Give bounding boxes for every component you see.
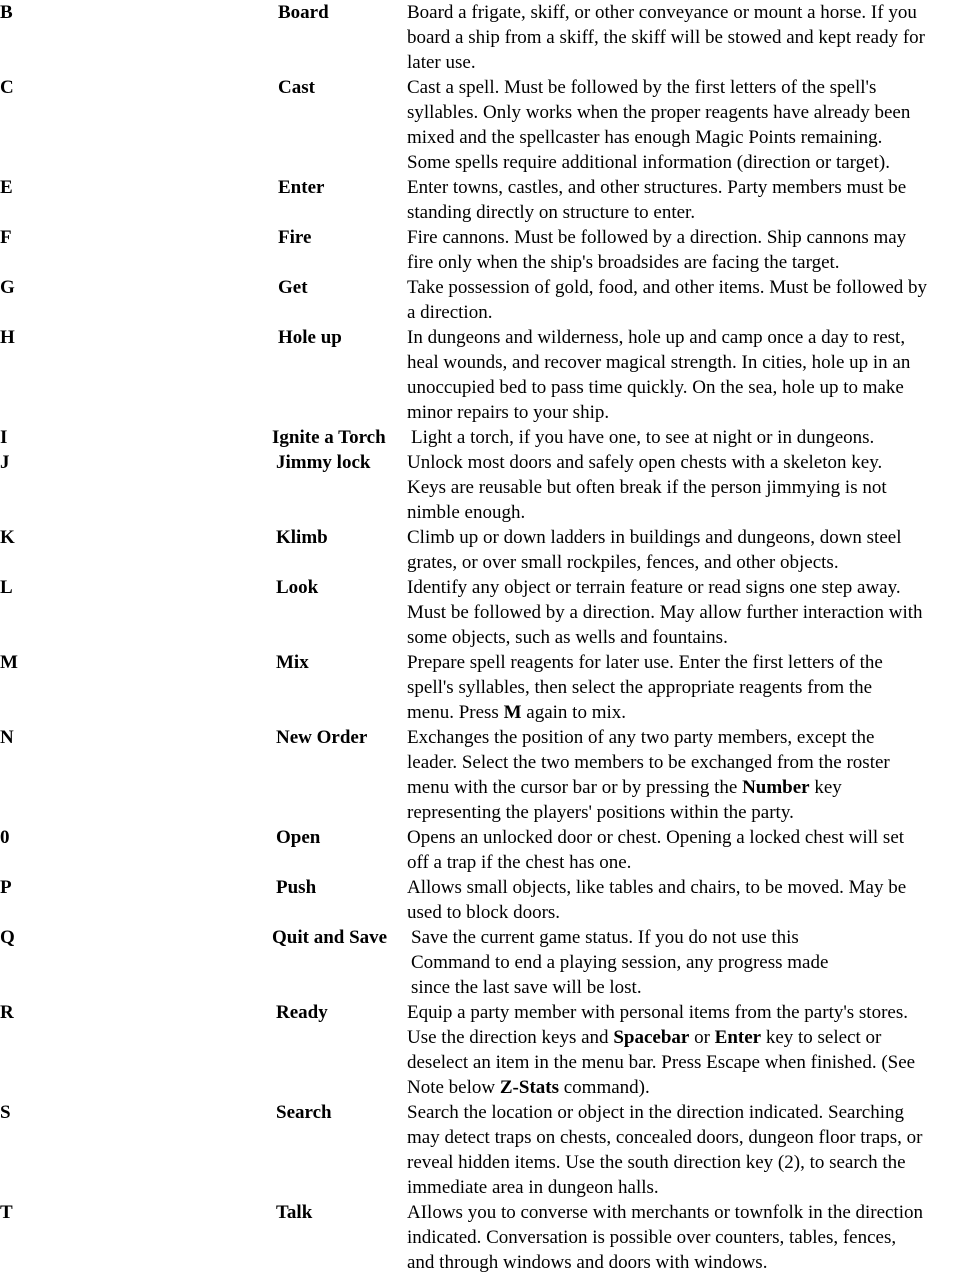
- command-description: [407, 0, 978, 75]
- command-name: New Order: [276, 727, 368, 748]
- command-key: S: [0, 1102, 11, 1123]
- command-key: H: [0, 327, 15, 348]
- command-row-i: [0, 425, 978, 450]
- description-text: Allows small objects, like tables and chairs, to be moved. May be used to block doors.: [407, 877, 907, 923]
- command-key: F: [0, 227, 12, 248]
- command-name: Search: [276, 1102, 332, 1123]
- description-text: Prepare spell reagents for later use. Enter the first letters of the spell's syllables, then select the appropriate reagents from the menu. Press: [407, 652, 883, 723]
- command-row-s: [0, 1100, 978, 1200]
- command-description: [407, 75, 978, 175]
- description-text: Opens an unlocked door or chest. Opening a locked chest will set off a trap if the chest has one.: [407, 827, 905, 873]
- command-key: T: [0, 1202, 13, 1223]
- command-row-g: [0, 275, 978, 325]
- command-row-q: [0, 925, 978, 1000]
- command-key: 0: [0, 827, 10, 848]
- description-text: Exchanges the position of any two party members, except the leader. Select the two members to be exchanged from the roster menu with the cursor bar or by pressing the: [407, 727, 890, 798]
- command-key: B: [0, 2, 13, 23]
- command-key: P: [0, 877, 12, 898]
- command-name: Klimb: [276, 527, 328, 548]
- command-key: K: [0, 527, 15, 548]
- command-name: Hole up: [278, 327, 342, 348]
- emphasis-text: Spacebar: [613, 1027, 690, 1048]
- command-row-c: [0, 75, 978, 175]
- command-description: [407, 175, 978, 225]
- command-row-j: [0, 450, 978, 525]
- command-row-0: [0, 825, 978, 875]
- command-description: [407, 450, 978, 525]
- command-description: [407, 325, 978, 425]
- command-name: Cast: [278, 77, 315, 98]
- description-text: Climb up or down ladders in buildings and dungeons, down steel grates, or over small rockpiles, fences, and other objects.: [407, 527, 902, 573]
- command-row-l: [0, 575, 978, 650]
- command-key: M: [0, 652, 18, 673]
- description-text: In dungeons and wilderness, hole up and camp once a day to rest, heal wounds, and recover magical strength. In cities, hole up in an unoccupied bed to pass time quickly. On the sea, hole up to make minor repairs to your ship.: [407, 327, 911, 423]
- command-name: Fire: [278, 227, 312, 248]
- command-name: Ready: [276, 1002, 328, 1023]
- command-row-k: [0, 525, 978, 575]
- description-text: key representing the players' positions within the party.: [407, 777, 842, 823]
- command-description: [407, 225, 978, 275]
- command-description: [407, 525, 978, 575]
- command-description: [407, 650, 978, 725]
- description-text: Cast a spell. Must be followed by the first letters of the spell's syllables. Only works when the proper reagents have already been mixed and the spellcaster has enough Magic Points remaining. Some spells require additional information (direction or target).: [407, 77, 911, 173]
- command-key: E: [0, 177, 13, 198]
- description-text: AIlows you to converse with merchants or townfolk in the direction indicated. Conversation is possible over counters, tables, fences, and through windows and doors with windows.: [407, 1202, 924, 1273]
- command-row-m: [0, 650, 978, 725]
- description-text: Take possession of gold, food, and other items. Must be followed by a direction.: [407, 277, 928, 323]
- command-description: [411, 425, 978, 450]
- command-row-b: [0, 0, 978, 75]
- command-name: Look: [276, 577, 319, 598]
- command-description: [407, 1200, 978, 1275]
- description-text: Search the location or object in the direction indicated. Searching may detect traps on chests, concealed doors, dungeon floor traps, or reveal hidden items. Use the south direction key (2), to search the immediate area in dungeon halls.: [407, 1102, 923, 1198]
- command-description: [407, 1100, 978, 1200]
- command-name: Open: [276, 827, 321, 848]
- description-text: Unlock most doors and safely open chests with a skeleton key. Keys are reusable but often break if the person jimmying is not nimble enough.: [407, 452, 887, 523]
- command-key: Q: [0, 927, 15, 948]
- description-text: command).: [559, 1077, 650, 1098]
- description-text: or: [689, 1027, 715, 1048]
- command-key: R: [0, 1002, 14, 1023]
- command-name: Quit and Save: [272, 927, 388, 948]
- description-text: Identify any object or terrain feature or read signs one step away. Must be followed by a direction. May allow further interaction with some objects, such as wells and fountains.: [407, 577, 923, 648]
- command-name: Push: [276, 877, 317, 898]
- command-name: Mix: [276, 652, 309, 673]
- emphasis-text: Z-Stats: [499, 1077, 559, 1098]
- command-row-p: [0, 875, 978, 925]
- command-key: J: [0, 452, 10, 473]
- command-row-h: [0, 325, 978, 425]
- command-description: [411, 925, 978, 1000]
- description-text: Board a frigate, skiff, or other conveyance or mount a horse. If you board a ship from a skiff, the skiff will be stowed and kept ready for later use.: [407, 2, 925, 73]
- command-name: Enter: [278, 177, 325, 198]
- command-row-e: [0, 175, 978, 225]
- command-key: L: [0, 577, 13, 598]
- description-text: Enter towns, castles, and other structures. Party members must be standing directly on structure to enter.: [407, 177, 907, 223]
- emphasis-text: Enter: [714, 1027, 762, 1048]
- command-key: C: [0, 77, 14, 98]
- command-key: N: [0, 727, 14, 748]
- command-key: G: [0, 277, 15, 298]
- command-description: [407, 725, 978, 825]
- command-description: [407, 875, 978, 925]
- description-text: Fire cannons. Must be followed by a direction. Ship cannons may fire only when the ship's broadsides are facing the target.: [407, 227, 907, 273]
- command-description: [407, 275, 978, 325]
- description-text: key to select or deselect an item in the menu bar. Press Escape when finished. (See Note below: [407, 1027, 916, 1098]
- command-row-f: [0, 225, 978, 275]
- description-text: again to mix.: [521, 702, 626, 723]
- command-row-n: [0, 725, 978, 825]
- command-row-t: [0, 1200, 978, 1275]
- command-key: I: [0, 427, 8, 448]
- command-row-r: [0, 1000, 978, 1100]
- command-description: [407, 1000, 978, 1100]
- description-text: Equip a party member with personal items from the party's stores. Use the direction keys and: [407, 1002, 908, 1048]
- command-name: Get: [278, 277, 308, 298]
- description-text: Light a torch, if you have one, to see at night or in dungeons.: [411, 427, 875, 448]
- emphasis-text: M: [503, 702, 522, 723]
- command-description: [407, 575, 978, 650]
- command-name: Board: [278, 2, 329, 23]
- command-description: [407, 825, 978, 875]
- command-name: Ignite a Torch: [272, 427, 386, 448]
- command-name: Talk: [276, 1202, 313, 1223]
- description-text: Save the current game status. If you do not use this Command to end a playing session, any progress made since the last save will be lost.: [411, 927, 829, 998]
- emphasis-text: Number: [742, 777, 810, 798]
- command-name: Jimmy lock: [276, 452, 371, 473]
